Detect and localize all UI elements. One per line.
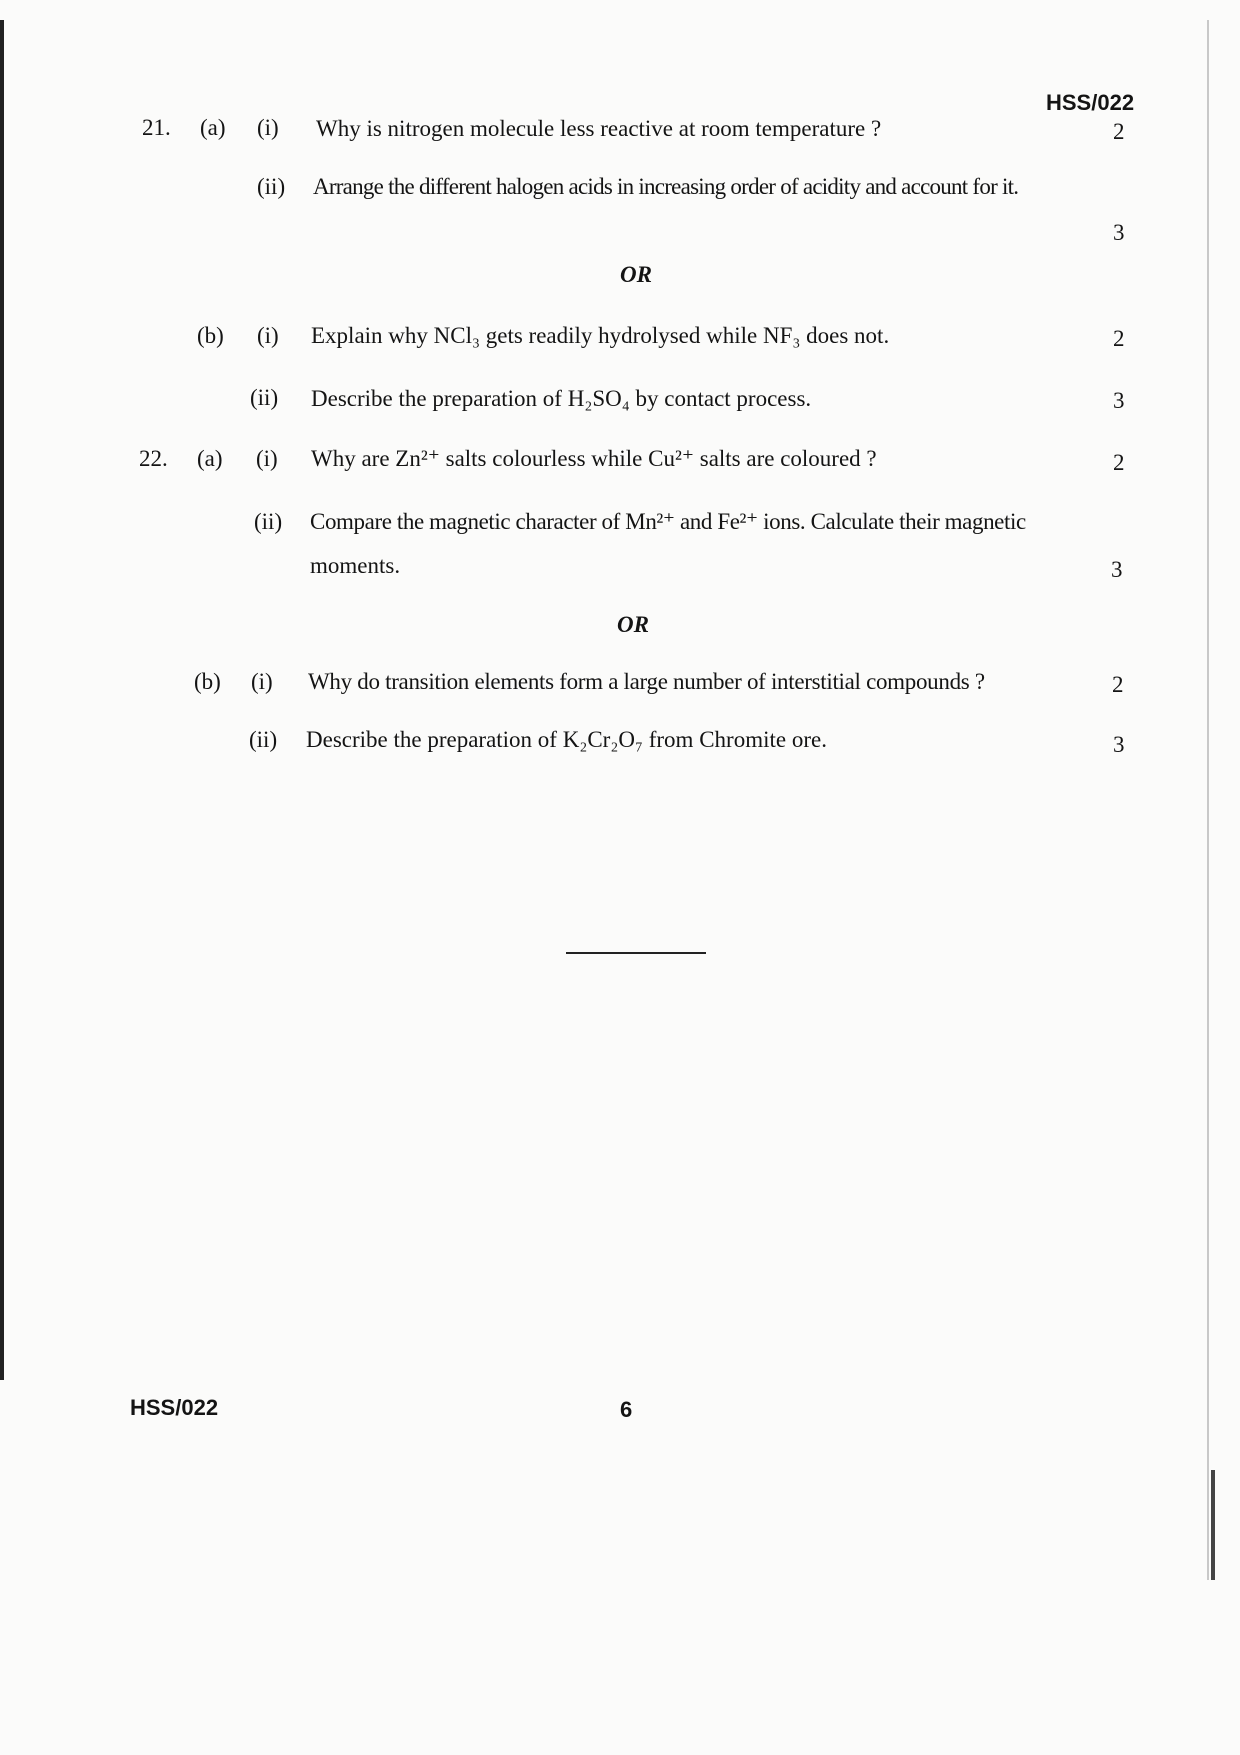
q21-b-ii-label: (ii) xyxy=(250,385,279,410)
q22-b-i-text: Why do transition elements form a large number of interstitial compounds ? xyxy=(308,669,985,694)
q21-a-ii-marks: 3 xyxy=(1113,220,1125,245)
q22-b-i-marks: 2 xyxy=(1112,672,1124,697)
q21-or: OR xyxy=(620,262,652,287)
q22-a-ii-text-cont: moments. xyxy=(310,553,401,578)
q21-a-i-marks: 2 xyxy=(1113,119,1125,144)
q22-a-i-marks: 2 xyxy=(1113,450,1125,475)
q22-b-ii-label: (ii) xyxy=(249,727,278,752)
q21-a-i-text: Why is nitrogen molecule less reactive at room temperature ? xyxy=(316,116,882,141)
q22-b-ii-text: Describe the preparation of K₂Cr₂O₇ from Chromite ore. xyxy=(306,727,827,752)
q21-b-i-text: Explain why NCl₃ gets readily hydrolysed while NF₃ does not. xyxy=(311,323,890,348)
q22-a-ii-marks: 3 xyxy=(1111,557,1123,582)
q21-a-ii-text: Arrange the different halogen acids in increasing order of acidity and account for it. xyxy=(313,174,1019,199)
page-number: 6 xyxy=(620,1397,633,1422)
q22-a-ii-label: (ii) xyxy=(254,509,283,534)
q22-a-label: (a) xyxy=(197,446,223,471)
q21-a-i-label: (i) xyxy=(257,115,279,140)
footer-code: HSS/022 xyxy=(130,1395,219,1420)
scan-edge xyxy=(0,20,4,1380)
q21-b-label: (b) xyxy=(197,323,224,348)
q21-a-label: (a) xyxy=(200,115,226,140)
q21-b-ii-marks: 3 xyxy=(1113,388,1125,413)
q22-b-ii-marks: 3 xyxy=(1113,732,1125,757)
q22-a-i-label: (i) xyxy=(256,446,278,471)
header-code: HSS/022 xyxy=(1046,90,1135,115)
q21-b-ii-text: Describe the preparation of H₂SO₄ by contact process. xyxy=(311,386,812,411)
q21-number: 21. xyxy=(142,115,171,140)
q22-b-i-label: (i) xyxy=(251,669,273,694)
scan-mark xyxy=(1207,20,1209,1580)
q22-b-label: (b) xyxy=(194,669,221,694)
q21-b-i-label: (i) xyxy=(257,323,279,348)
scan-mark xyxy=(1211,1470,1215,1580)
q21-a-ii-label: (ii) xyxy=(257,174,286,199)
q22-a-ii-text: Compare the magnetic character of Mn²⁺ and Fe²⁺ ions. Calculate their magnetic xyxy=(310,509,1026,534)
end-rule xyxy=(566,952,706,954)
q22-or: OR xyxy=(617,612,649,637)
q21-b-i-marks: 2 xyxy=(1113,326,1125,351)
q22-number: 22. xyxy=(139,446,168,471)
q22-a-i-text: Why are Zn²⁺ salts colourless while Cu²⁺ salts are coloured ? xyxy=(311,446,877,471)
